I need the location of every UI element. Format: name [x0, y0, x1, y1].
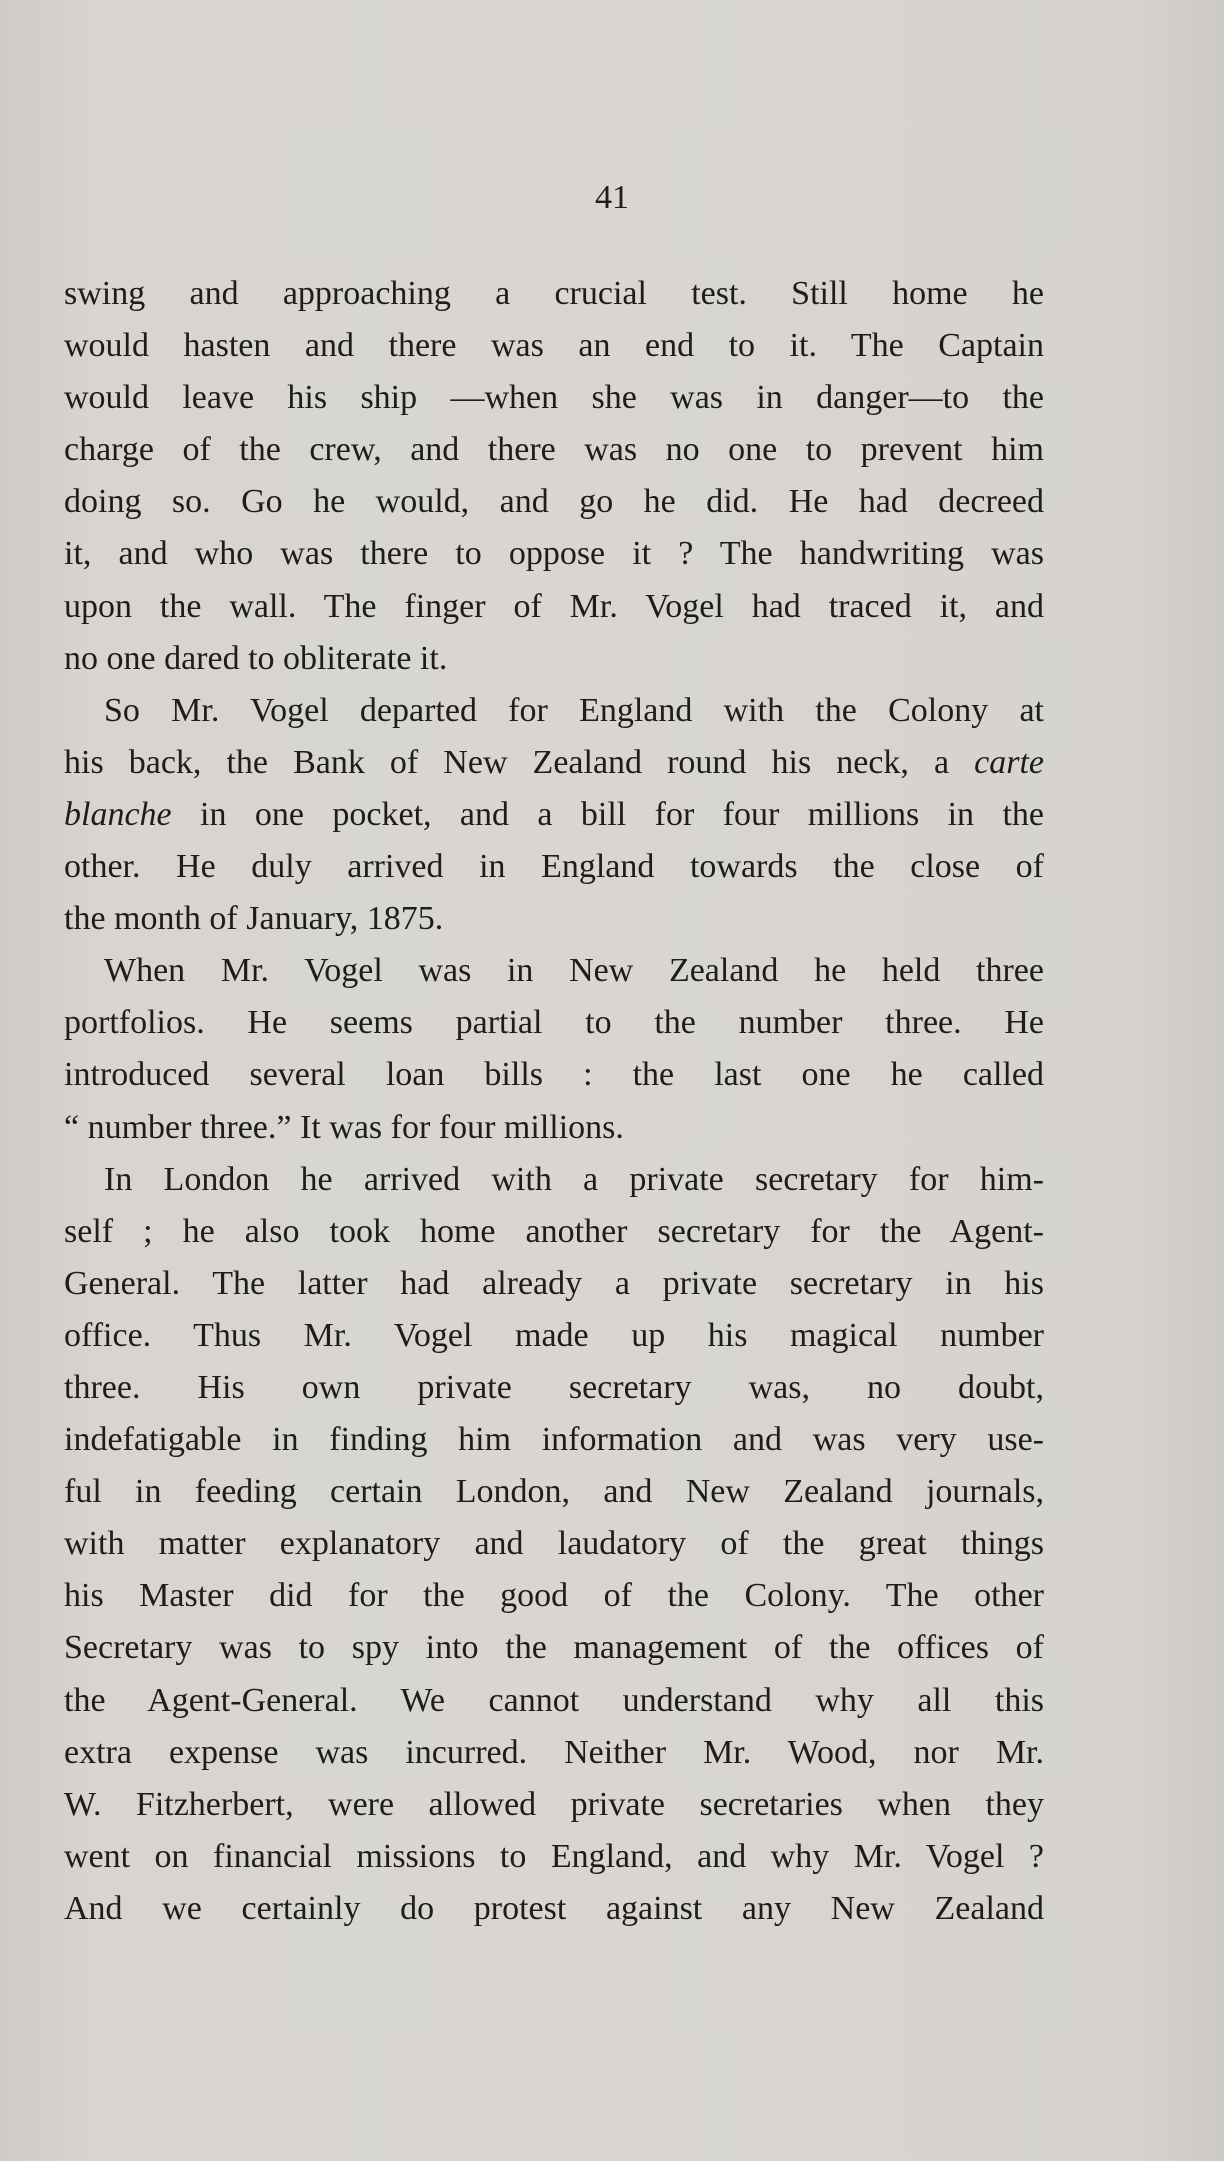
text-fragment: his back, the Bank of New Zealand round his neck, a	[64, 743, 950, 781]
text-fragment: in one pocket, and a bill for four millions in the	[200, 795, 1045, 833]
text-line: his Master did for the good of the Colony. The other	[64, 1577, 1044, 1615]
text-line: office. Thus Mr. Vogel made up his magical number	[64, 1316, 1044, 1354]
text-line: Secretary was to spy into the management of the offices of	[64, 1629, 1044, 1667]
text-line: W. Fitzherbert, were allowed private secretaries when they	[64, 1785, 1044, 1823]
text-line: “ number three.” It was for four millions.	[64, 1108, 624, 1146]
text-line: When Mr. Vogel was in New Zealand he held three	[104, 952, 1044, 990]
text-line: the month of January, 1875.	[64, 900, 444, 938]
text-line: swing and approaching a crucial test. Still home he	[64, 275, 1044, 312]
text-line: And we certainly do protest against any New Zealand	[64, 1889, 1044, 1927]
italic-text: blanche	[64, 795, 172, 833]
text-line: would hasten and there was an end to it. The Captain	[64, 327, 1044, 365]
text-line: portfolios. He seems partial to the number three. He	[64, 1004, 1044, 1042]
text-line: extra expense was incurred. Neither Mr. Wood, nor Mr.	[64, 1733, 1044, 1771]
text-line: General. The latter had already a private secretary in his	[64, 1264, 1044, 1302]
text-line: it, and who was there to oppose it ? The handwriting was	[64, 535, 1044, 573]
text-line: charge of the crew, and there was no one to prevent him	[64, 431, 1044, 469]
text-line: other. He duly arrived in England towards the close of	[64, 848, 1044, 886]
text-line: In London he arrived with a private secretary for him-	[104, 1160, 1044, 1198]
page-number: 41	[595, 179, 629, 216]
text-line: the Agent-General. We cannot understand why all this	[64, 1681, 1044, 1719]
text-line: ful in feeding certain London, and New Zealand journals,	[64, 1473, 1044, 1511]
text-line: So Mr. Vogel departed for England with the Colony at	[104, 691, 1044, 729]
text-line: introduced several loan bills : the last one he called	[64, 1056, 1044, 1094]
text-line: would leave his ship —when she was in danger—to the	[64, 379, 1044, 417]
text-line: self ; he also took home another secretary for the Agent-	[64, 1212, 1044, 1250]
text-line: three. His own private secretary was, no doubt,	[64, 1368, 1044, 1406]
italic-text: carte	[974, 743, 1044, 781]
text-line: with matter explanatory and laudatory of the great things	[64, 1525, 1044, 1563]
text-line-with-italic	[64, 737, 1044, 789]
text-line: upon the wall. The finger of Mr. Vogel had traced it, and	[64, 587, 1044, 625]
text-line: doing so. Go he would, and go he did. He had decreed	[64, 483, 1044, 521]
body-text	[64, 268, 1044, 1935]
text-line: indefatigable in finding him information and was very use-	[64, 1421, 1044, 1459]
text-line: no one dared to obliterate it.	[64, 639, 448, 677]
text-line: went on financial missions to England, and why Mr. Vogel ?	[64, 1837, 1044, 1875]
text-line-with-italic	[64, 789, 1044, 841]
